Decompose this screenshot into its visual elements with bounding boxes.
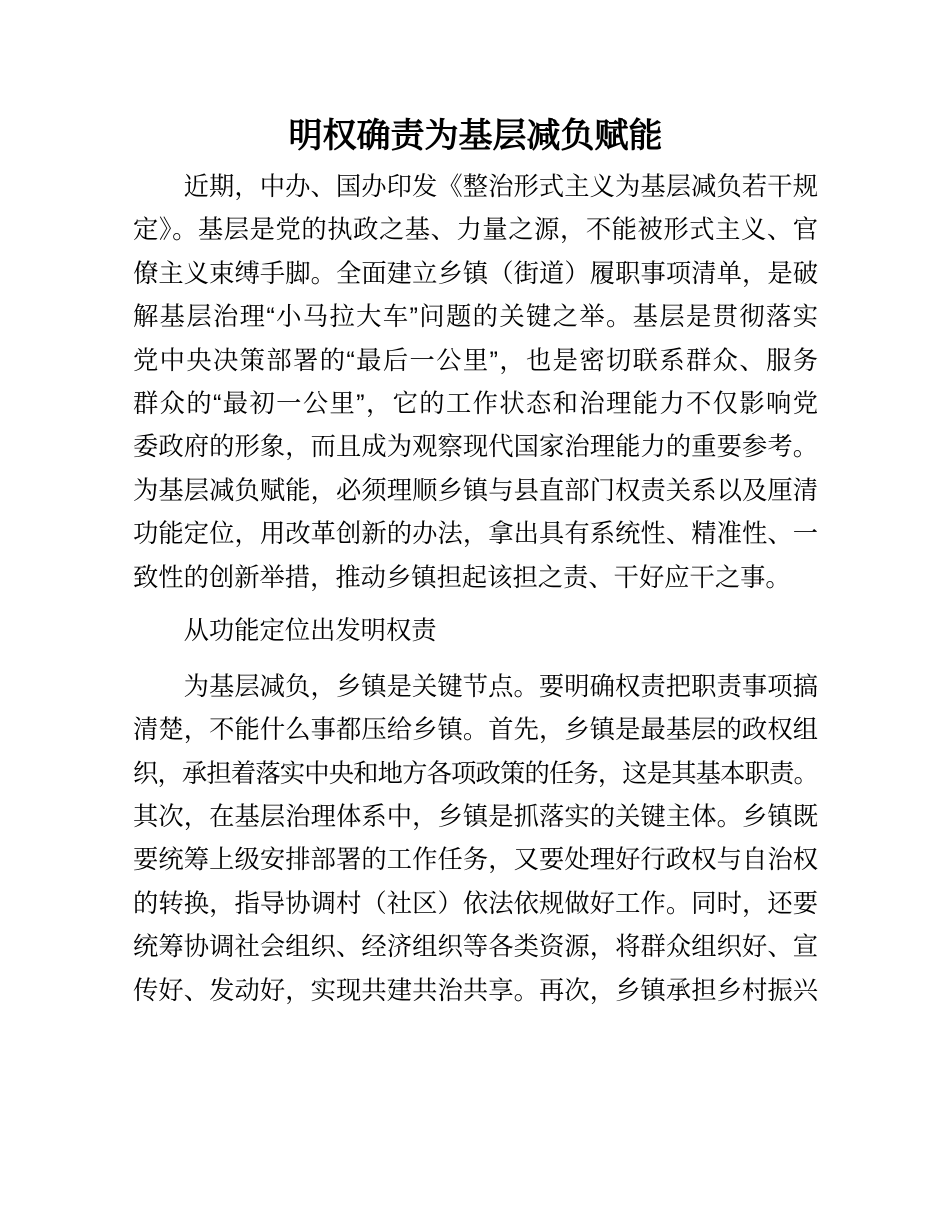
- section-heading: 从功能定位出发明权责: [183, 616, 437, 645]
- document-title: 明权确责为基层减负赋能: [288, 117, 663, 155]
- text-line: 其次，在基层治理体系中，乡镇是抓落实的关键主体。乡镇既: [133, 803, 818, 832]
- text-line: 定》。基层是党的执政之基、力量之源，不能被形式主义、官: [133, 216, 818, 245]
- text-line: 传好、发动好，实现共建共治共享。再次，乡镇承担乡村振兴: [133, 976, 818, 1005]
- text-line: 僚主义束缚手脚。全面建立乡镇（街道）履职事项清单，是破: [133, 259, 818, 288]
- text-line: 致性的创新举措，推动乡镇担起该担之责、干好应干之事。: [133, 563, 791, 592]
- text-line: 的转换，指导协调村（社区）依法依规做好工作。同时，还要: [133, 889, 818, 918]
- text-line: 功能定位，用改革创新的办法，拿出具有系统性、精准性、一: [133, 520, 818, 549]
- text-line: 织，承担着落实中央和地方各项政策的任务，这是其基本职责。: [133, 759, 818, 788]
- text-line: 解基层治理“小马拉大车”问题的关键之举。基层是贯彻落实: [133, 303, 818, 332]
- paragraph-1: [133, 166, 818, 600]
- text-line: 要统筹上级安排部署的工作任务，又要处理好行政权与自治权: [133, 846, 818, 875]
- text-line: 党中央决策部署的“最后一公里”，也是密切联系群众、服务: [133, 346, 818, 375]
- text-line: 委政府的形象，而且成为观察现代国家治理能力的重要参考。: [133, 433, 818, 462]
- paragraph-2: [133, 666, 818, 1013]
- text-line: 群众的“最初一公里”，它的工作状态和治理能力不仅影响党: [133, 389, 818, 418]
- text-line: 统筹协调社会组织、经济组织等各类资源，将群众组织好、宣: [133, 933, 818, 962]
- text-line: 为基层减负赋能，必须理顺乡镇与县直部门权责关系以及厘清: [133, 476, 818, 505]
- text-line: 近期，中办、国办印发《整治形式主义为基层减负若干规: [183, 173, 818, 201]
- text-line: 为基层减负，乡镇是关键节点。要明确权责把职责事项搞: [183, 672, 818, 701]
- text-line: 清楚，不能什么事都压给乡镇。首先，乡镇是最基层的政权组: [133, 716, 818, 745]
- document-body: [133, 166, 818, 1013]
